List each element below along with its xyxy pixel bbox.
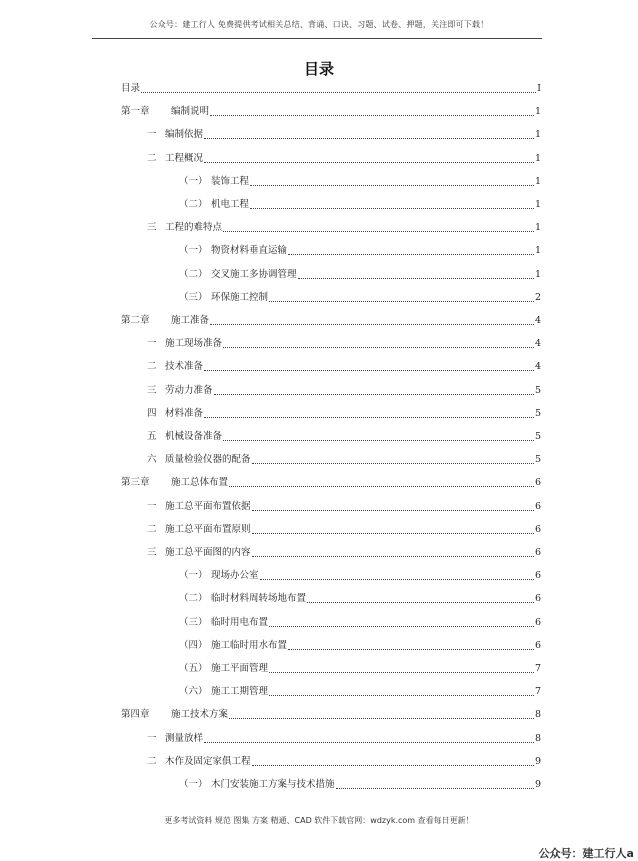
toc-entry-number: 第一章 — [121, 106, 150, 118]
toc-entry-label: 劳动力准备 — [165, 384, 213, 396]
toc-entry-number: 二 — [147, 361, 157, 373]
toc-entry-page: 6 — [534, 547, 541, 558]
toc-dot-leader — [288, 254, 534, 255]
toc-dot-leader — [288, 649, 534, 650]
toc-entry-page: 6 — [534, 593, 541, 605]
toc-entry-number: 二 — [147, 755, 157, 767]
toc-entry[interactable] — [179, 268, 541, 282]
toc-entry-page: 5 — [534, 454, 541, 466]
toc-entry-page: 1 — [534, 129, 541, 141]
toc-dot-leader — [204, 370, 534, 371]
toc-entry[interactable] — [179, 175, 541, 189]
toc-dot-leader — [210, 115, 534, 116]
header-note: 公众号：建工行人 免费提供考试相关总结、背诵、口诀、习题、试卷、押题，关注即可下载！ — [149, 20, 489, 29]
toc-entry-label: 测量放样 — [165, 732, 204, 744]
toc-entry[interactable] — [147, 755, 541, 769]
toc-entry-number: （三） — [179, 616, 208, 628]
toc-entry-number: （一） — [179, 175, 208, 187]
toc-entry-page: 9 — [534, 779, 541, 790]
toc-entry-label: 施工总平面布置原则 — [165, 523, 251, 535]
toc-entry-page: 8 — [534, 709, 541, 721]
toc-entry-page: I — [537, 83, 541, 94]
toc-entry-label: 施工总平面布置依据 — [165, 500, 251, 512]
toc-entry[interactable] — [179, 592, 541, 606]
toc-entry[interactable] — [147, 546, 541, 560]
toc-dot-leader — [269, 626, 534, 627]
toc-entry-number: 二 — [147, 152, 157, 164]
footer-note: 更多考试资料 规范 图集 方案 精通、CAD 软件下载官网：wdzyk.com 查看每日更新！ — [164, 816, 474, 825]
toc-entry-page: 6 — [534, 616, 541, 628]
toc-entry-number: （五） — [179, 663, 208, 674]
toc-dot-leader — [204, 138, 534, 139]
toc-dot-leader — [229, 718, 534, 719]
toc-entry-page: 4 — [534, 361, 541, 373]
toc-entry[interactable] — [179, 616, 541, 630]
toc-dot-leader — [307, 602, 534, 603]
page-title: 目录 — [303, 60, 334, 78]
toc-entry-number: 一 — [147, 338, 157, 350]
toc-dot-leader — [223, 440, 534, 441]
toc-entry-number: （二） — [179, 268, 208, 280]
toc-dot-leader — [252, 765, 534, 766]
toc-entry-label: 物资材料垂直运输 — [211, 245, 288, 257]
toc-entry[interactable] — [179, 639, 541, 653]
toc-entry-label: 质量检验仪器的配备 — [165, 454, 251, 466]
toc-entry-page: 5 — [534, 431, 541, 442]
toc-entry-page: 1 — [534, 175, 541, 187]
toc-entry-label: 装饰工程 — [211, 175, 250, 187]
toc-entry-label: 工程概况 — [165, 152, 204, 164]
toc-entry-number: 三 — [147, 547, 157, 558]
toc-entry-page: 8 — [534, 732, 541, 744]
toc-entry[interactable] — [147, 152, 541, 166]
toc-dot-leader — [336, 788, 534, 789]
toc-entry-number: （一） — [179, 570, 208, 582]
toc-entry-label: 材料准备 — [165, 407, 204, 419]
toc-dot-leader — [229, 486, 534, 487]
toc-entry[interactable] — [179, 685, 541, 699]
toc-dot-leader — [252, 533, 534, 534]
toc-entry[interactable] — [147, 453, 541, 467]
toc-entry-label: 施工现场准备 — [165, 338, 223, 350]
toc-dot-leader — [269, 672, 534, 673]
toc-entry-label: 木门安装施工方案与技术措施 — [211, 779, 335, 790]
toc-entry-number: （二） — [179, 199, 208, 210]
toc-entry-number: 一 — [147, 500, 157, 512]
toc-dot-leader — [298, 278, 534, 279]
toc-entry-label: 环保施工控制 — [211, 291, 269, 303]
toc-entry-page: 4 — [534, 315, 541, 326]
toc-entry[interactable] — [121, 708, 541, 722]
toc-entry-page: 6 — [534, 639, 541, 651]
toc-entry-page: 5 — [534, 407, 541, 419]
toc-entry-label: 施工工期管理 — [211, 686, 269, 698]
toc-dot-leader — [260, 579, 534, 580]
toc-entry-page: 7 — [534, 663, 541, 674]
toc-dot-leader — [269, 695, 534, 696]
toc-entry-label: 技术准备 — [165, 361, 204, 373]
toc-entry[interactable] — [147, 128, 541, 142]
toc-entry-number: （六） — [179, 686, 208, 698]
toc-entry-label: 施工准备 — [171, 315, 210, 326]
toc-entry-page: 1 — [534, 268, 541, 280]
toc-entry[interactable] — [147, 221, 541, 235]
toc-entry-label: 目录 — [121, 83, 141, 94]
toc-entry-number: （一） — [179, 245, 208, 257]
toc-dot-leader — [210, 324, 534, 325]
toc-entry[interactable] — [147, 523, 541, 537]
toc-entry-page: 1 — [534, 199, 541, 210]
toc-entry-label: 编制依据 — [165, 129, 204, 141]
toc-entry-number: （一） — [179, 779, 208, 790]
toc-entry-label: 机械设备准备 — [165, 431, 223, 442]
toc-entry-label: 临时材料周转场地布置 — [211, 593, 307, 605]
toc-dot-leader — [252, 510, 534, 511]
toc-entry-page: 1 — [534, 106, 541, 118]
toc-entry-label: 施工总体布置 — [171, 477, 229, 489]
toc-dot-leader — [214, 394, 534, 395]
toc-entry-number: 二 — [147, 523, 157, 535]
toc-entry[interactable] — [121, 82, 541, 96]
toc-entry[interactable] — [147, 360, 541, 374]
toc-entry[interactable] — [179, 662, 541, 676]
toc-entry-label: 机电工程 — [211, 199, 250, 210]
toc-entry-page: 4 — [534, 338, 541, 350]
toc-entry-label: 交叉施工多协调管理 — [211, 268, 297, 280]
toc-dot-leader — [250, 185, 534, 186]
toc-entry-label: 工程的难特点 — [165, 222, 223, 234]
toc-dot-leader — [204, 742, 534, 743]
toc-entry[interactable] — [179, 778, 541, 792]
toc-entry-page: 1 — [534, 245, 541, 257]
toc-dot-leader — [252, 463, 534, 464]
toc-entry[interactable] — [147, 384, 541, 398]
watermark: 公众号：建工行人a — [538, 847, 634, 860]
toc-dot-leader — [252, 556, 534, 557]
toc-entry-page: 6 — [534, 570, 541, 582]
toc-dot-leader — [141, 92, 536, 93]
toc-entry-page: 6 — [534, 500, 541, 512]
toc-entry-number: （二） — [179, 593, 208, 605]
toc-entry-number: 一 — [147, 732, 157, 744]
toc-entry-label: 编制说明 — [171, 106, 210, 118]
toc-dot-leader — [204, 417, 534, 418]
toc-entry-label: 施工技术方案 — [171, 709, 229, 721]
toc-entry-number: 三 — [147, 222, 157, 234]
toc-entry-label: 临时用电布置 — [211, 616, 269, 628]
toc-entry[interactable] — [179, 569, 541, 583]
toc-entry-number: 第四章 — [121, 709, 150, 721]
toc-dot-leader — [223, 347, 534, 348]
toc-entry[interactable] — [121, 476, 541, 490]
toc-entry-number: （四） — [179, 639, 208, 651]
toc-entry[interactable] — [179, 291, 541, 305]
toc-entry-number: 六 — [147, 454, 157, 466]
toc-entry[interactable] — [179, 198, 541, 212]
toc-dot-leader — [250, 208, 534, 209]
toc-entry-number: （三） — [179, 291, 208, 303]
toc-entry-label: 施工临时用水布置 — [211, 639, 288, 651]
toc-entry[interactable] — [147, 500, 541, 514]
toc-entry[interactable] — [147, 430, 541, 444]
toc-entry[interactable] — [179, 244, 541, 258]
toc-entry-number: 第三章 — [121, 477, 150, 489]
toc-entry-page: 6 — [534, 477, 541, 489]
toc-entry-label: 木作及固定家俱工程 — [165, 755, 251, 767]
toc-entry-number: 三 — [147, 384, 157, 396]
toc-entry-number: 四 — [147, 407, 157, 419]
toc-entry[interactable] — [121, 105, 541, 119]
toc-entry[interactable] — [147, 337, 541, 351]
toc-entry[interactable] — [147, 732, 541, 746]
toc-entry-label: 现场办公室 — [211, 570, 259, 582]
toc-dot-leader — [269, 301, 534, 302]
toc-entry-page: 5 — [534, 384, 541, 396]
toc-entry-page: 2 — [534, 291, 541, 303]
toc-entry-number: 一 — [147, 129, 157, 141]
toc-entry-page: 1 — [534, 152, 541, 164]
header-divider — [92, 38, 542, 39]
toc-entry-page: 1 — [534, 222, 541, 234]
toc-entry-page: 9 — [534, 755, 541, 767]
toc-entry-page: 7 — [534, 686, 541, 698]
toc-entry-label: 施工总平面图的内容 — [165, 547, 251, 558]
toc-entry-label: 施工平面管理 — [211, 663, 269, 674]
toc-entry-number: 五 — [147, 431, 157, 442]
toc-entry-number: 第二章 — [121, 315, 150, 326]
toc-entry[interactable] — [147, 407, 541, 421]
toc-dot-leader — [223, 231, 534, 232]
toc-entry-page: 6 — [534, 523, 541, 535]
toc-dot-leader — [204, 162, 534, 163]
toc-entry[interactable] — [121, 314, 541, 328]
